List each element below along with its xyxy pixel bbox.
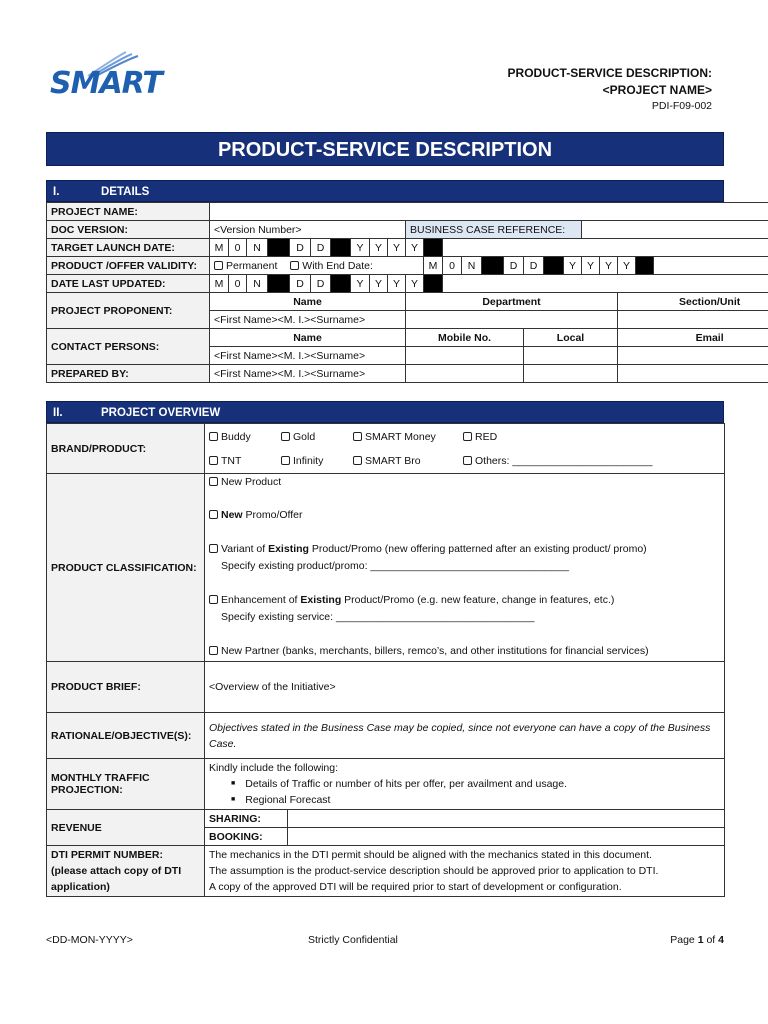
page-of: of xyxy=(706,934,716,946)
overview-section xyxy=(46,401,724,897)
smart-logo xyxy=(48,50,178,106)
prepared-by-cell[interactable] xyxy=(618,365,768,383)
date-cell[interactable]: Y xyxy=(351,275,370,293)
sharing-field[interactable] xyxy=(288,810,725,828)
with-end-date-option[interactable] xyxy=(290,260,373,272)
date-cell[interactable]: D xyxy=(524,257,544,275)
traffic-bullet xyxy=(209,776,720,792)
checkbox-icon xyxy=(209,595,218,604)
checkbox-icon xyxy=(353,456,362,465)
date-cell[interactable]: Y xyxy=(582,257,600,275)
brand-option[interactable] xyxy=(281,425,343,449)
proponent-section-field[interactable] xyxy=(618,311,768,329)
prepared-by-field[interactable]: <First Name><M. I.><Surname> xyxy=(210,365,406,383)
dti-line: The mechanics in the DTI permit should be aligned with the mechanics stated in this document. xyxy=(209,849,652,861)
option-variant[interactable] xyxy=(209,543,720,560)
variant-label: Variant of xyxy=(221,543,266,555)
traffic-label: MONTHLY TRAFFIC PROJECTION: xyxy=(47,759,205,810)
checkbox-icon xyxy=(209,646,218,655)
brand-option-label: Gold xyxy=(293,430,316,443)
last-updated-filler xyxy=(443,275,768,293)
checkbox-icon xyxy=(281,456,290,465)
traffic-field[interactable] xyxy=(205,759,725,810)
overview-heading xyxy=(46,401,724,423)
date-cell[interactable]: 0 xyxy=(443,257,462,275)
date-separator xyxy=(544,257,564,275)
validity-label: PRODUCT /OFFER VALIDITY: xyxy=(47,257,210,275)
traffic-bullet-text: Regional Forecast xyxy=(245,794,331,806)
date-cell[interactable]: N xyxy=(247,275,268,293)
brand-option[interactable] xyxy=(209,449,271,473)
new-product-label: Product xyxy=(244,476,282,488)
date-separator xyxy=(424,275,443,293)
document-header xyxy=(508,64,712,114)
target-launch-row xyxy=(47,239,768,257)
date-cell[interactable]: Y xyxy=(406,275,424,293)
checkbox-icon xyxy=(209,544,218,553)
brand-option-label: Infinity xyxy=(293,454,324,467)
contact-name-field[interactable]: <First Name><M. I.><Surname> xyxy=(210,347,406,365)
contact-local-field[interactable] xyxy=(524,347,618,365)
checkbox-icon xyxy=(463,432,472,441)
project-name-label: PROJECT NAME: xyxy=(47,203,210,221)
existing-word: Existing xyxy=(268,543,309,555)
footer-confidential: Strictly Confidential xyxy=(308,934,398,946)
brand-option-label: TNT xyxy=(221,454,242,467)
date-separator xyxy=(636,257,654,275)
details-title: DETAILS xyxy=(101,186,150,198)
dti-line: The assumption is the product-service description should be approved prior to application to DTI. xyxy=(209,865,659,877)
traffic-intro: Kindly include the following: xyxy=(209,762,338,774)
details-num: I. xyxy=(53,186,60,198)
date-separator xyxy=(331,275,351,293)
classification-label: PRODUCT CLASSIFICATION: xyxy=(47,474,205,662)
date-cell[interactable]: M xyxy=(210,275,229,293)
date-cell[interactable]: D xyxy=(311,239,331,257)
enhancement-specify[interactable]: Specify existing service: __________________________________ xyxy=(221,611,535,623)
date-cell[interactable]: D xyxy=(504,257,524,275)
header-project-name: <PROJECT NAME> xyxy=(602,83,712,97)
contact-label: CONTACT PERSONS: xyxy=(47,329,210,365)
page-number: 1 xyxy=(697,934,704,946)
option-new-product[interactable] xyxy=(209,476,720,509)
last-updated-row xyxy=(47,275,768,293)
brand-option-label: SMART Bro xyxy=(365,454,421,467)
enhancement-label: Enhancement of xyxy=(221,594,298,606)
contact-mobile-header: Mobile No. xyxy=(406,329,524,347)
doc-version-label: DOC VERSION: xyxy=(47,221,210,239)
doc-version-field[interactable]: <Version Number> xyxy=(210,221,406,239)
prepared-by-cell[interactable] xyxy=(406,365,524,383)
proponent-section-header: Section/Unit xyxy=(618,293,768,311)
traffic-bullet xyxy=(209,792,720,808)
proponent-label: PROJECT PROPONENT: xyxy=(47,293,210,329)
date-cell[interactable]: Y xyxy=(388,239,406,257)
option-enhancement[interactable] xyxy=(209,594,720,611)
new-word: New xyxy=(221,509,243,521)
sharing-label: SHARING: xyxy=(205,810,288,828)
checkbox-icon xyxy=(214,261,223,270)
date-cell[interactable]: D xyxy=(311,275,331,293)
date-separator xyxy=(424,239,443,257)
checkbox-icon xyxy=(209,456,218,465)
date-cell[interactable]: Y xyxy=(600,257,618,275)
permanent-option[interactable] xyxy=(214,260,277,272)
date-cell[interactable]: N xyxy=(247,239,268,257)
brand-option-label: RED xyxy=(475,430,498,443)
dti-label xyxy=(47,846,205,897)
checkbox-icon xyxy=(281,432,290,441)
with-end-date-label: With End Date: xyxy=(302,259,373,272)
date-separator xyxy=(268,275,290,293)
date-cell[interactable]: N xyxy=(462,257,482,275)
variant-specify[interactable]: Specify existing product/promo: __________________________________ xyxy=(221,560,569,572)
date-cell[interactable]: 0 xyxy=(229,239,247,257)
footer-date: <DD-MON-YYYY> xyxy=(46,934,133,946)
target-launch-label: TARGET LAUNCH DATE: xyxy=(47,239,210,257)
date-cell[interactable]: M xyxy=(210,239,229,257)
date-cell[interactable]: D xyxy=(290,275,311,293)
date-cell[interactable]: M xyxy=(424,257,443,275)
brand-option[interactable] xyxy=(209,425,271,449)
business-case-reference-label: BUSINESS CASE REFERENCE: xyxy=(406,221,582,239)
prepared-by-cell[interactable] xyxy=(524,365,618,383)
date-cell[interactable]: Y xyxy=(388,275,406,293)
checkbox-icon xyxy=(209,510,218,519)
existing-word: Existing xyxy=(300,594,342,606)
brand-option[interactable] xyxy=(463,425,497,449)
overview-num: II. xyxy=(53,407,63,419)
last-updated-label: DATE LAST UPDATED: xyxy=(47,275,210,293)
brand-option[interactable] xyxy=(353,425,453,449)
contact-name-header: Name xyxy=(210,329,406,347)
checkbox-icon xyxy=(290,261,299,270)
new-promo-label: Promo/Offer xyxy=(245,509,303,521)
target-launch-filler xyxy=(443,239,768,257)
proponent-name-field[interactable]: <First Name><M. I.><Surname> xyxy=(210,311,406,329)
page-total: 4 xyxy=(718,934,724,946)
dti-line: A copy of the approved DTI will be required prior to start of development or configuration. xyxy=(209,881,622,893)
logo-wordmark: SMART xyxy=(50,66,162,101)
proponent-department-header: Department xyxy=(406,293,618,311)
footer-page xyxy=(670,934,724,946)
contact-mobile-field[interactable] xyxy=(406,347,524,365)
proponent-name-header: Name xyxy=(210,293,406,311)
validity-filler xyxy=(654,257,768,275)
date-cell[interactable]: Y xyxy=(351,239,370,257)
validity-options xyxy=(210,257,424,275)
checkbox-icon xyxy=(353,432,362,441)
bullet-icon: ■ xyxy=(231,796,236,803)
proponent-department-field[interactable] xyxy=(406,311,618,329)
brand-option-label: Others: ________________________ xyxy=(475,454,653,467)
page-prefix: Page xyxy=(670,934,695,946)
brand-option[interactable] xyxy=(281,449,343,473)
date-cell[interactable]: Y xyxy=(618,257,636,275)
permanent-label: Permanent xyxy=(226,259,278,272)
checkbox-icon xyxy=(209,432,218,441)
validity-row xyxy=(47,257,768,275)
new-word: New xyxy=(221,476,243,488)
checkbox-icon xyxy=(209,477,218,486)
date-separator xyxy=(268,239,290,257)
new-partner-label: New Partner (banks, merchants, billers, remco’s, and other institutions for financial services) xyxy=(221,645,649,657)
dti-field[interactable] xyxy=(205,846,725,897)
business-case-reference-field[interactable] xyxy=(582,221,768,239)
overview-table xyxy=(46,423,725,897)
overview-title: PROJECT OVERVIEW xyxy=(101,407,221,419)
booking-label: BOOKING: xyxy=(205,828,288,846)
date-cell[interactable]: Y xyxy=(406,239,424,257)
brand-option-label: Buddy xyxy=(221,430,251,443)
header-title: PRODUCT-SERVICE DESCRIPTION: xyxy=(507,66,712,80)
brief-label: PRODUCT BRIEF: xyxy=(47,662,205,713)
brand-option[interactable] xyxy=(353,449,453,473)
brand-options xyxy=(205,424,725,474)
date-separator xyxy=(331,239,351,257)
contact-email-field[interactable] xyxy=(618,347,768,365)
rationale-field[interactable]: Objectives stated in the Business Case may be copied, since not everyone can have a copy of the Business Case. xyxy=(205,713,725,759)
details-heading xyxy=(46,180,724,202)
date-cell[interactable]: Y xyxy=(564,257,582,275)
header-doc-code: PDI-F09-002 xyxy=(651,100,712,112)
revenue-label: REVENUE xyxy=(47,810,205,846)
dti-label-title: DTI PERMIT NUMBER: xyxy=(51,849,163,861)
enhancement-desc: Product/Promo (e.g. new feature, change in features, etc.) xyxy=(344,594,615,606)
checkbox-icon xyxy=(463,456,472,465)
date-cell[interactable]: D xyxy=(290,239,311,257)
details-table xyxy=(46,202,768,383)
project-name-field[interactable] xyxy=(210,203,768,221)
bullet-icon: ■ xyxy=(231,780,236,787)
details-section xyxy=(46,180,741,383)
classification-options xyxy=(205,474,725,662)
page-title: PRODUCT-SERVICE DESCRIPTION xyxy=(46,132,724,166)
rationale-label: RATIONALE/OBJECTIVE(S): xyxy=(47,713,205,759)
prepared-by-label: PREPARED BY: xyxy=(47,365,210,383)
dti-label-note: (please attach copy of DTI application) xyxy=(51,865,182,893)
booking-field[interactable] xyxy=(288,828,725,846)
date-separator xyxy=(482,257,504,275)
contact-local-header: Local xyxy=(524,329,618,347)
variant-desc: Product/Promo (new offering patterned after an existing product/ promo) xyxy=(311,543,647,555)
date-cell[interactable]: Y xyxy=(370,275,388,293)
contact-email-header: Email xyxy=(618,329,768,347)
brand-option-label: SMART Money xyxy=(365,430,436,443)
option-new-partner[interactable] xyxy=(209,645,720,657)
brand-label: BRAND/PRODUCT: xyxy=(47,424,205,474)
option-new-promo[interactable] xyxy=(209,509,720,543)
traffic-bullet-text: Details of Traffic or number of hits per offer, per availment and usage. xyxy=(245,778,568,790)
brief-field[interactable]: <Overview of the Initiative> xyxy=(205,662,725,713)
brand-option-others[interactable] xyxy=(463,449,653,473)
date-cell[interactable]: Y xyxy=(370,239,388,257)
date-cell[interactable]: 0 xyxy=(229,275,247,293)
